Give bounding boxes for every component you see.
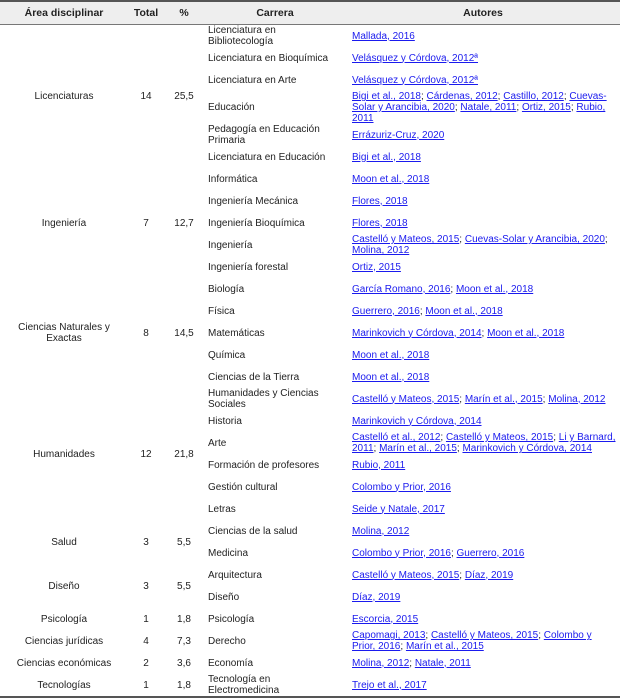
- area-cell: Tecnologías: [0, 674, 128, 697]
- author-link[interactable]: Marín et al., 2015: [405, 641, 484, 652]
- author-link[interactable]: Errázuriz-Cruz, 2020: [352, 129, 445, 141]
- author-link[interactable]: Marinkovich y Córdova, 2014: [352, 327, 482, 339]
- author-link[interactable]: Castelló y Mateos, 2015: [352, 569, 460, 581]
- carrera-cell: Arte: [208, 437, 227, 449]
- carrera-cell: Licenciatura en Bioquímica: [208, 52, 329, 64]
- autores-cell: Marinkovich y Córdova, 2014; Moon et al., 2018: [352, 327, 565, 339]
- autores-cell: [346, 212, 620, 234]
- table-row: [0, 168, 620, 190]
- header-carrera: Carrera: [204, 1, 346, 25]
- header-row: [0, 1, 620, 25]
- author-link[interactable]: Díaz, 2019: [352, 591, 401, 603]
- autores-cell: [346, 124, 620, 146]
- autores-cell: Castelló y Mateos, 2015; Díaz, 2019: [352, 569, 514, 581]
- author-link[interactable]: Bigi et al., 2018: [352, 151, 421, 163]
- autores-cell: [346, 47, 620, 69]
- carrera-cell: Pedagogía en Educación Primaria: [208, 124, 320, 146]
- total-cell: 7: [143, 217, 149, 229]
- area-cell: Ciencias jurídicas: [24, 635, 104, 647]
- area-cell: Humanidades: [33, 448, 95, 460]
- autores-cell: [346, 168, 620, 190]
- author-link[interactable]: Flores, 2018: [352, 195, 408, 207]
- autores-cell: Castelló y Mateos, 2015; Marín et al., 2015; Molina, 2012: [352, 393, 606, 405]
- carrera-cell: Tecnología en Electromedicina: [204, 674, 346, 697]
- header-total: Total: [128, 1, 164, 25]
- area-cell: Ciencias económicas: [16, 657, 112, 669]
- carrera-cell: Economía: [208, 657, 254, 669]
- area-cell: Ingeniería: [41, 217, 87, 229]
- percent-cell: 25,5: [174, 91, 194, 102]
- carrera-cell: Educación: [208, 102, 255, 113]
- total-cell: 3: [143, 580, 149, 592]
- autores-cell: [346, 25, 620, 48]
- author-link[interactable]: Moon et al., 2018: [425, 305, 503, 317]
- author-link[interactable]: Molina, 2012: [352, 657, 410, 669]
- autores-cell: Capomagi, 2013; Castelló y Mateos, 2015; Colombo y Prior, 2016; Marín et al., 2015: [352, 630, 592, 652]
- area-cell: Licenciaturas: [34, 91, 94, 102]
- percent-cell: 21,8: [174, 448, 194, 460]
- autores-cell: [346, 190, 620, 212]
- autores-cell: [346, 498, 620, 520]
- author-link[interactable]: Moon et al., 2018: [352, 349, 430, 361]
- author-link[interactable]: Marín et al., 2015: [379, 443, 457, 454]
- autores-cell: Castelló y Mateos, 2015; Cuevas-Solar y Arancibia, 2020; Molina, 2012: [352, 234, 608, 256]
- percent-cell: 7,3: [177, 635, 191, 647]
- autores-cell: [346, 410, 620, 432]
- table-row: [0, 25, 620, 48]
- total-cell: 14: [140, 91, 152, 102]
- carrera-cell: Informática: [208, 173, 258, 185]
- author-link[interactable]: Li y Barnard, 2011: [352, 432, 616, 454]
- author-link[interactable]: Castelló y Mateos, 2015: [430, 630, 539, 641]
- carrera-cell: Ingeniería Bioquímica: [208, 217, 305, 229]
- header-pct: %: [164, 1, 204, 25]
- autores-cell: [346, 476, 620, 498]
- table-row: [0, 630, 620, 652]
- author-link[interactable]: Molina, 2012: [352, 525, 410, 537]
- header-area: Área disciplinar: [0, 1, 128, 25]
- carrera-cell: Letras: [208, 503, 236, 515]
- autores-cell: [346, 344, 620, 366]
- author-link[interactable]: Moon et al., 2018: [455, 283, 534, 295]
- author-link[interactable]: Castelló y Mateos, 2015: [352, 234, 460, 245]
- autores-cell: [346, 674, 620, 697]
- carrera-cell: Licenciatura en Educación: [208, 151, 326, 163]
- autores-cell: [346, 608, 620, 630]
- percent-cell: 5,5: [177, 536, 191, 548]
- total-cell: 2: [143, 657, 149, 669]
- carrera-cell: Licenciatura en Bibliotecología: [208, 25, 276, 47]
- table-row: [0, 520, 620, 542]
- author-link[interactable]: Mallada, 2016: [352, 30, 415, 42]
- author-link[interactable]: Escorcia, 2015: [352, 613, 419, 625]
- carrera-cell: Física: [208, 305, 235, 317]
- author-link[interactable]: Díaz, 2019: [464, 569, 514, 581]
- carrera-cell: Psicología: [208, 613, 255, 625]
- autores-cell: [346, 69, 620, 91]
- carrera-cell: Formación de profesores: [208, 459, 320, 471]
- header-autores: Autores: [346, 1, 620, 25]
- author-link[interactable]: Ortiz, 2015: [521, 102, 571, 113]
- carrera-cell: Arquitectura: [208, 569, 262, 581]
- area-cell: Diseño: [48, 580, 80, 592]
- carrera-cell: Diseño: [208, 591, 240, 603]
- author-link[interactable]: Velásquez y Córdova, 2012ª: [352, 74, 479, 86]
- author-link[interactable]: Colombo y Prior, 2016: [352, 547, 451, 559]
- carrera-cell: Licenciatura en Arte: [208, 74, 297, 86]
- author-link[interactable]: Castelló y Mateos, 2015: [352, 393, 460, 405]
- table-row: [0, 388, 620, 410]
- table-row: [0, 564, 620, 586]
- autores-cell: Bigi et al., 2018; Cárdenas, 2012; Castillo, 2012; Cuevas-Solar y Arancibia, 2020; Natale, 2011; Ortiz, 2015; Rubio, 2011: [352, 91, 607, 124]
- carrera-cell: Ingeniería forestal: [208, 261, 289, 273]
- autores-cell: Molina, 2012; Natale, 2011: [352, 657, 471, 669]
- author-link[interactable]: Natale, 2011: [460, 102, 517, 113]
- autores-cell: García Romano, 2016; Moon et al., 2018: [352, 283, 534, 295]
- author-link[interactable]: Moon et al., 2018: [352, 173, 430, 185]
- author-link[interactable]: Castillo, 2012: [503, 91, 564, 102]
- autores-cell: [346, 146, 620, 168]
- author-link[interactable]: Moon et al., 2018: [352, 371, 430, 383]
- author-link[interactable]: Ortiz, 2015: [352, 261, 401, 273]
- author-link[interactable]: Rubio, 2011: [352, 102, 606, 124]
- author-link[interactable]: Colombo y Prior, 2016: [352, 481, 451, 493]
- table-row: [0, 278, 620, 300]
- author-link[interactable]: Capomagi, 2013: [352, 630, 426, 641]
- author-link[interactable]: Velásquez y Córdova, 2012ª: [352, 52, 479, 64]
- author-link[interactable]: García Romano, 2016: [352, 283, 451, 295]
- author-link[interactable]: Castelló y Mateos, 2015: [445, 432, 554, 443]
- total-cell: 3: [143, 536, 149, 548]
- area-cell: Ciencias Naturales y Exactas: [18, 322, 110, 344]
- total-cell: 4: [143, 635, 149, 647]
- author-link[interactable]: Cuevas-Solar y Arancibia, 2020: [352, 91, 607, 113]
- area-cell: Psicología: [40, 613, 88, 625]
- percent-cell: 1,8: [177, 613, 191, 625]
- autores-cell: [346, 366, 620, 388]
- carrera-cell: Derecho: [208, 635, 246, 647]
- carrera-cell: Ingeniería Mecánica: [208, 195, 299, 207]
- table-row: [0, 674, 620, 697]
- author-link[interactable]: Colombo y Prior, 2016: [352, 630, 592, 652]
- carrera-cell: Ciencias de la salud: [208, 525, 298, 537]
- author-link[interactable]: Marinkovich y Córdova, 2014: [352, 415, 482, 427]
- author-link[interactable]: Guerrero, 2016: [456, 547, 525, 559]
- author-link[interactable]: Moon et al., 2018: [487, 327, 565, 339]
- author-link[interactable]: Marín et al., 2015: [464, 393, 543, 405]
- author-link[interactable]: Molina, 2012: [352, 245, 410, 256]
- carrera-cell: Historia: [208, 415, 242, 427]
- author-link[interactable]: Molina, 2012: [548, 393, 606, 405]
- table-row: [0, 608, 620, 630]
- total-cell: 1: [128, 674, 164, 697]
- author-link[interactable]: Marinkovich y Córdova, 2014: [462, 443, 592, 454]
- autores-cell: [346, 256, 620, 278]
- autores-cell: Castelló et al., 2012; Castelló y Mateos, 2015; Li y Barnard, 2011; Marín et al., 2015; Marinkovich y Córdova, 2014: [352, 432, 616, 454]
- autores-cell: Guerrero, 2016; Moon et al., 2018: [352, 305, 503, 317]
- table-row: [0, 652, 620, 674]
- author-link[interactable]: Seide y Natale, 2017: [352, 503, 445, 515]
- carrera-cell: Matemáticas: [208, 327, 265, 339]
- carrera-cell: Humanidades y Ciencias Sociales: [208, 388, 319, 410]
- carrera-cell: Ciencias de la Tierra: [208, 371, 300, 383]
- percent-cell: 14,5: [174, 327, 194, 339]
- percent-cell: 3,6: [177, 657, 191, 669]
- autores-cell: [346, 586, 620, 608]
- carrera-cell: Biología: [208, 283, 245, 295]
- author-link[interactable]: Rubio, 2011: [352, 459, 406, 471]
- percent-cell: 12,7: [174, 217, 194, 229]
- total-cell: 1: [143, 613, 149, 625]
- author-link[interactable]: Cuevas-Solar y Arancibia, 2020: [464, 234, 605, 245]
- author-link[interactable]: Flores, 2018: [352, 217, 408, 229]
- autores-cell: Colombo y Prior, 2016; Guerrero, 2016: [352, 547, 525, 559]
- author-link[interactable]: Cárdenas, 2012: [426, 91, 498, 102]
- carrera-cell: Química: [208, 349, 246, 361]
- carrera-cell: Gestión cultural: [208, 481, 278, 493]
- carrera-cell: Ingeniería: [208, 239, 253, 251]
- author-link[interactable]: Guerrero, 2016: [352, 305, 420, 317]
- area-cell: Salud: [51, 536, 77, 548]
- author-link[interactable]: Trejo et al., 2017: [352, 679, 427, 691]
- author-link[interactable]: Castelló et al., 2012: [352, 432, 441, 443]
- carrera-cell: Medicina: [208, 547, 249, 559]
- autores-cell: [346, 454, 620, 476]
- total-cell: 12: [140, 448, 152, 460]
- autores-cell: [346, 520, 620, 542]
- percent-cell: 1,8: [164, 674, 204, 697]
- author-link[interactable]: Natale, 2011: [414, 657, 471, 669]
- percent-cell: 5,5: [177, 580, 191, 592]
- total-cell: 8: [143, 327, 149, 339]
- author-link[interactable]: Bigi et al., 2018: [352, 91, 421, 102]
